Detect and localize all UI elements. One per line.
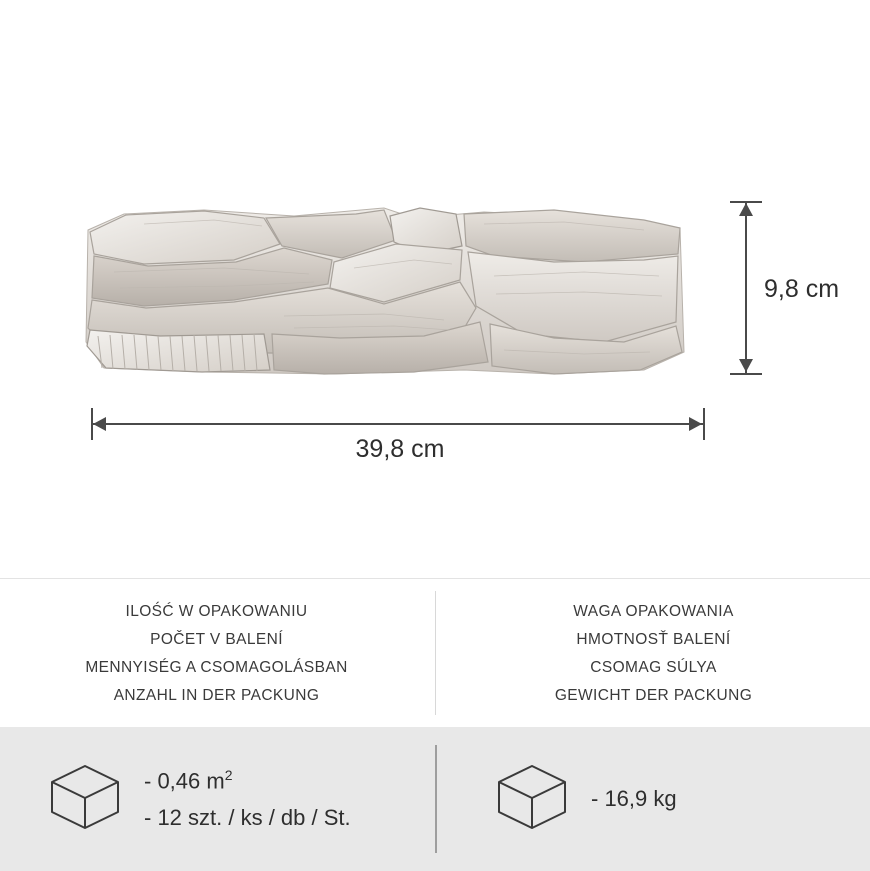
height-line	[745, 202, 747, 374]
spec-headings-band	[0, 578, 870, 727]
weight-headings	[437, 579, 870, 727]
box-icon	[48, 762, 122, 837]
arrow-down-icon	[739, 359, 753, 372]
quantity-pieces-value: - 12 szt. / ks / db / St.	[144, 804, 351, 830]
spec-values-band	[0, 727, 870, 871]
weight-heading-sk: HMOTNOSŤ BALENÍ	[576, 630, 731, 648]
quantity-area-text: - 0,46 m	[144, 768, 225, 794]
values-divider	[435, 745, 437, 853]
quantity-heading-de: ANZAHL IN DER PACKUNG	[113, 686, 320, 704]
quantity-area-value	[144, 767, 351, 794]
stone-panel-image	[84, 202, 692, 380]
weight-heading-de: GEWICHT DER PACKUNG	[554, 686, 753, 704]
quantity-headings	[0, 579, 437, 727]
weight-value: - 16,9 kg	[591, 786, 677, 811]
quantity-heading-hu: MENNYISÉG A CSOMAGOLÁSBAN	[85, 658, 348, 676]
width-label: 39,8 cm	[355, 435, 445, 463]
arrow-right-icon	[689, 417, 702, 431]
box-icon	[495, 762, 569, 837]
stone-panel-illustration	[84, 202, 692, 380]
height-dimension-arrow	[726, 196, 766, 380]
quantity-area-superscript: 2	[224, 767, 233, 784]
arrow-up-icon	[739, 203, 753, 216]
weight-values	[423, 727, 870, 871]
width-line	[92, 423, 704, 425]
weight-heading-hu: CSOMAG SÚLYA	[590, 658, 717, 676]
weight-heading-pl: WAGA OPAKOWANIA	[573, 602, 734, 620]
quantity-heading-cs: POČET V BALENÍ	[150, 630, 283, 648]
quantity-value-lines	[144, 767, 351, 830]
headings-divider	[435, 591, 436, 715]
height-label: 9,8 cm	[764, 275, 840, 303]
quantity-values	[0, 727, 423, 871]
arrow-left-icon	[93, 417, 106, 431]
quantity-heading-pl: ILOŚĆ W OPAKOWANIU	[125, 602, 308, 620]
